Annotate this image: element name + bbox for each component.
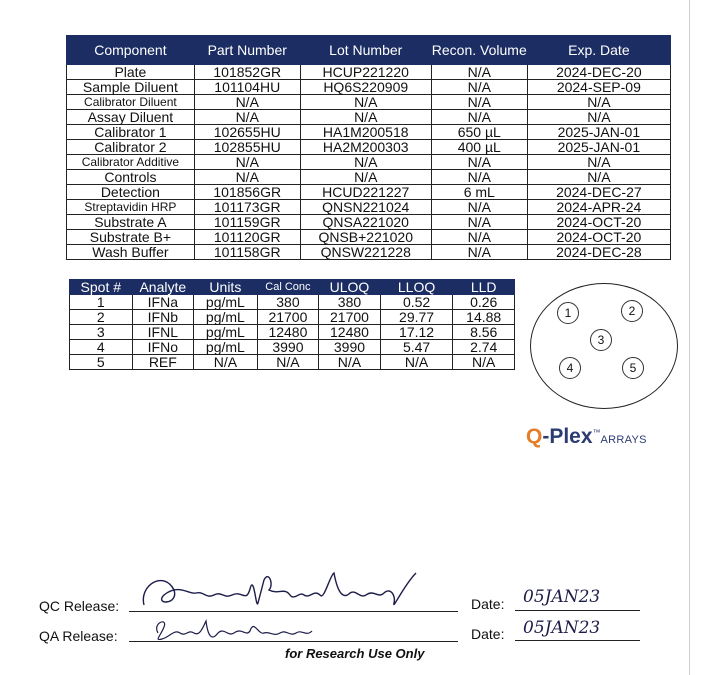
spot-cell: 0.52: [380, 295, 453, 310]
header-exp-date: Exp. Date: [527, 36, 670, 65]
spot-cell: 21700: [257, 310, 319, 325]
spot-cell: IFNb: [132, 310, 194, 325]
component-cell: Controls: [67, 170, 195, 185]
component-cell: 650 µL: [431, 125, 527, 140]
spot-cell: 2.74: [453, 340, 515, 355]
spot-row: [70, 310, 515, 325]
component-cell: QNSA221020: [300, 215, 431, 230]
component-cell: N/A: [194, 155, 300, 170]
header-lld: LLD: [453, 280, 515, 295]
component-cell: HA1M200518: [300, 125, 431, 140]
component-cell: N/A: [300, 155, 431, 170]
spot-cell: 12480: [319, 325, 381, 340]
logo-arrays: ARRAYS: [600, 434, 647, 446]
header-recon-volume: Recon. Volume: [431, 36, 527, 65]
spot-cell: 380: [319, 295, 381, 310]
header-part-number: Part Number: [194, 36, 300, 65]
plate-spot-5: 5: [622, 357, 644, 379]
spot-cell: 12480: [257, 325, 319, 340]
component-row: [67, 125, 671, 140]
header-cal-conc: Cal Conc: [257, 280, 319, 295]
spot-cell: pg/mL: [194, 325, 258, 340]
component-cell: Substrate B+: [67, 230, 195, 245]
component-row: [67, 140, 671, 155]
component-cell: 6 mL: [431, 185, 527, 200]
component-cell: N/A: [431, 65, 527, 80]
spot-cell: IFNo: [132, 340, 194, 355]
component-cell: 2024-OCT-20: [527, 215, 670, 230]
component-cell: 101852GR: [194, 65, 300, 80]
spot-cell: pg/mL: [194, 310, 258, 325]
component-cell: N/A: [431, 170, 527, 185]
qa-date-line: [515, 640, 640, 641]
header-uloq: ULOQ: [319, 280, 381, 295]
qc-release-label: QC Release:: [39, 598, 120, 614]
component-row: [67, 245, 671, 260]
spot-cell: 5: [70, 355, 133, 370]
components-table: [66, 35, 671, 260]
qc-signature: [134, 565, 424, 615]
spot-cell: N/A: [257, 355, 319, 370]
qc-date-line: [515, 610, 640, 611]
component-cell: QNSB+221020: [300, 230, 431, 245]
component-cell: N/A: [431, 80, 527, 95]
component-cell: N/A: [431, 215, 527, 230]
spot-cell: 2: [70, 310, 133, 325]
header-lot-number: Lot Number: [300, 36, 431, 65]
spot-cell: 1: [70, 295, 133, 310]
component-cell: HQ6S220909: [300, 80, 431, 95]
component-cell: N/A: [194, 170, 300, 185]
spot-cell: 380: [257, 295, 319, 310]
component-cell: HCUP221220: [300, 65, 431, 80]
spot-cell: 14.88: [453, 310, 515, 325]
component-row: [67, 155, 671, 170]
component-cell: N/A: [300, 170, 431, 185]
spot-cell: N/A: [453, 355, 515, 370]
component-cell: N/A: [431, 200, 527, 215]
component-row: [67, 185, 671, 200]
spot-cell: pg/mL: [194, 295, 258, 310]
component-cell: Calibrator Additive: [67, 155, 195, 170]
spot-cell: 5.47: [380, 340, 453, 355]
spot-cell: 3990: [319, 340, 381, 355]
component-cell: HA2M200303: [300, 140, 431, 155]
component-cell: 2024-DEC-20: [527, 65, 670, 80]
component-cell: 2025-JAN-01: [527, 140, 670, 155]
component-cell: Calibrator Diluent: [67, 95, 195, 110]
qc-date-value: 05JAN23: [523, 587, 601, 607]
qplex-arrays-logo: [526, 425, 647, 449]
component-row: [67, 80, 671, 95]
spot-cell: 3: [70, 325, 133, 340]
component-cell: Calibrator 2: [67, 140, 195, 155]
spot-row: [70, 325, 515, 340]
spot-cell: N/A: [380, 355, 453, 370]
header-units: Units: [194, 280, 258, 295]
component-row: [67, 110, 671, 125]
component-cell: N/A: [431, 155, 527, 170]
header-lloq: LLOQ: [380, 280, 453, 295]
qa-release-label: QA Release:: [39, 628, 118, 644]
logo-plex: -Plex: [542, 425, 593, 448]
spot-cell: 21700: [319, 310, 381, 325]
qc-date-label: Date:: [471, 596, 505, 612]
qa-date-value: 05JAN23: [523, 618, 601, 638]
spot-cell: pg/mL: [194, 340, 258, 355]
logo-tm: ™: [592, 428, 601, 437]
component-cell: QNSW221228: [300, 245, 431, 260]
components-header-row: [67, 36, 671, 65]
component-cell: QNSN221024: [300, 200, 431, 215]
component-cell: 101173GR: [194, 200, 300, 215]
component-cell: 2025-JAN-01: [527, 125, 670, 140]
header-component: Component: [67, 36, 195, 65]
spot-cell: IFNL: [132, 325, 194, 340]
header-spot: Spot #: [70, 280, 133, 295]
component-cell: Detection: [67, 185, 195, 200]
qa-date-label: Date:: [471, 626, 505, 642]
component-cell: 400 µL: [431, 140, 527, 155]
component-cell: N/A: [527, 155, 670, 170]
component-cell: N/A: [431, 245, 527, 260]
component-cell: N/A: [194, 110, 300, 125]
plate-spot-2: 2: [621, 300, 643, 322]
component-row: [67, 170, 671, 185]
plate-well-diagram: [530, 283, 678, 409]
spot-cell: 0.26: [453, 295, 515, 310]
component-cell: N/A: [431, 110, 527, 125]
plate-spot-4: 4: [559, 357, 581, 379]
component-cell: Substrate A: [67, 215, 195, 230]
component-cell: 2024-APR-24: [527, 200, 670, 215]
component-cell: 2024-SEP-09: [527, 80, 670, 95]
spots-table: [69, 279, 515, 370]
research-use-footer: for Research Use Only: [285, 646, 425, 661]
component-cell: Wash Buffer: [67, 245, 195, 260]
spot-cell: 17.12: [380, 325, 453, 340]
component-cell: N/A: [527, 170, 670, 185]
plate-spot-1: 1: [557, 302, 579, 324]
component-cell: 101856GR: [194, 185, 300, 200]
spot-cell: REF: [132, 355, 194, 370]
component-cell: 2024-OCT-20: [527, 230, 670, 245]
header-analyte: Analyte: [132, 280, 194, 295]
spot-cell: IFNa: [132, 295, 194, 310]
component-cell: 102655HU: [194, 125, 300, 140]
component-cell: Sample Diluent: [67, 80, 195, 95]
spots-header-row: [70, 280, 515, 295]
component-cell: 2024-DEC-28: [527, 245, 670, 260]
component-cell: 2024-DEC-27: [527, 185, 670, 200]
component-cell: Streptavidin HRP: [67, 200, 195, 215]
scan-edge: [689, 0, 690, 675]
component-row: [67, 200, 671, 215]
component-cell: N/A: [431, 95, 527, 110]
spot-row: [70, 355, 515, 370]
component-cell: N/A: [300, 95, 431, 110]
spot-cell: N/A: [319, 355, 381, 370]
spot-row: [70, 340, 515, 355]
component-cell: 101104HU: [194, 80, 300, 95]
spot-cell: 3990: [257, 340, 319, 355]
component-cell: N/A: [527, 110, 670, 125]
component-cell: 101159GR: [194, 215, 300, 230]
component-cell: Plate: [67, 65, 195, 80]
spot-cell: N/A: [194, 355, 258, 370]
component-cell: 101120GR: [194, 230, 300, 245]
component-row: [67, 95, 671, 110]
component-row: [67, 215, 671, 230]
component-cell: 102855HU: [194, 140, 300, 155]
component-cell: 101158GR: [194, 245, 300, 260]
component-cell: N/A: [527, 95, 670, 110]
spot-cell: 4: [70, 340, 133, 355]
plate-spot-3: 3: [590, 329, 612, 351]
component-row: [67, 230, 671, 245]
qa-signature: [150, 615, 330, 645]
spot-cell: 8.56: [453, 325, 515, 340]
spot-cell: 29.77: [380, 310, 453, 325]
logo-q: Q: [526, 425, 543, 448]
component-row: [67, 65, 671, 80]
component-cell: N/A: [194, 95, 300, 110]
component-cell: Assay Diluent: [67, 110, 195, 125]
component-cell: HCUD221227: [300, 185, 431, 200]
component-cell: N/A: [300, 110, 431, 125]
spot-row: [70, 295, 515, 310]
component-cell: N/A: [431, 230, 527, 245]
component-cell: Calibrator 1: [67, 125, 195, 140]
